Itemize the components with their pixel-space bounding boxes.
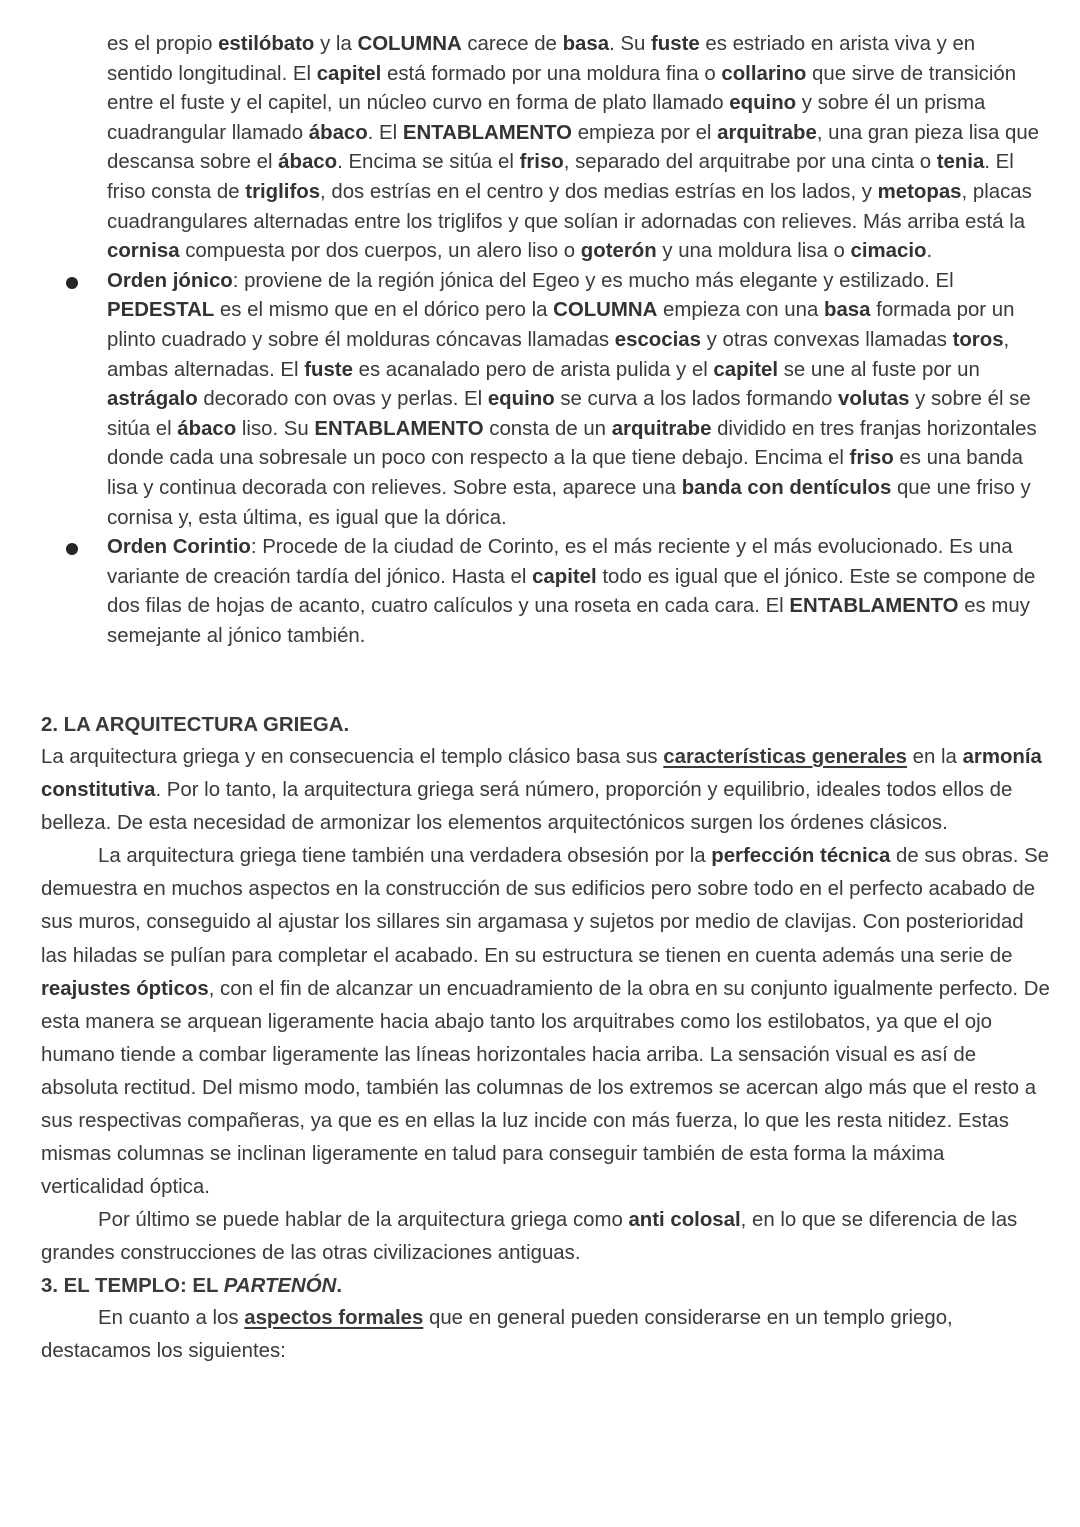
bold-term: collarino	[721, 62, 807, 85]
text-run: es muy semejante al jónico también.	[107, 595, 1030, 647]
text-run: es estriado en arista viva y en sentido longitudinal. El	[107, 33, 976, 85]
bold-term: equino	[487, 388, 555, 411]
bold-term: ábaco	[278, 151, 338, 174]
bold-term: cornisa	[107, 240, 180, 263]
text-run: . El friso consta de	[107, 151, 1014, 203]
bold-term: ENTABLAMENTO	[314, 417, 484, 440]
paragraph	[41, 741, 1051, 840]
bold-term: equino	[729, 92, 797, 115]
bold-term: armonía constitutiva	[41, 746, 1042, 802]
text-run: que une friso y cornisa y, esta última, es igual que la dórica.	[107, 476, 1031, 529]
bold-term: COLUMNA	[553, 299, 658, 322]
text-run: , separado del arquitrabe por una cinta o	[563, 151, 937, 174]
section-heading	[41, 710, 1051, 741]
text-run: decorado con ovas y perlas. El	[197, 388, 488, 411]
bold-term: friso	[519, 151, 564, 174]
bold-term: capitel	[713, 358, 779, 381]
text-run: , dos estrías en el centro y dos medias estrías en los lados, y	[320, 180, 878, 203]
text-run: , con el fin de alcanzar un encuadramiento de la obra en su conjunto igualmente perfecto. De esta manera se arquean ligeramente hacia abajo tanto los arquitrabes como los estilobatos, ya que el ojo humano tiende a combar ligeramente las líneas horizontales hacia arriba. La sensación visual es así de absoluta rectitud. Del mismo modo, también las columnas de los extremos se acercan algo más que el resto a sus respectivas compañeras, ya que es en ellas la luz incide con más fuerza, lo que les resta nitidez. Estas mismas columnas se inclinan ligeramente en talud para conseguir también de esta forma la máxima verticalidad óptica.	[41, 977, 1050, 1199]
paragraph	[41, 1302, 1051, 1368]
text-run: liso. Su	[236, 417, 315, 440]
section-heading	[41, 1271, 1051, 1302]
text-run: En cuanto a los	[98, 1306, 245, 1329]
bold-term: banda con dentículos	[681, 476, 892, 499]
bold-term: Orden Corintio	[107, 536, 251, 559]
bold-term: goterón	[580, 240, 657, 263]
text-run: y otras convexas llamadas	[700, 328, 953, 351]
text-run: , placas cuadrangulares alternadas entre los triglifos y que solían ir adornadas con relieves. Más arriba está la	[107, 180, 1032, 233]
text-run: todo es igual que el jónico. Este se compone de dos filas de hojas de acanto, cuatro calículos y una roseta en cada cara. El	[107, 565, 1036, 618]
bold-term: escocias	[614, 328, 701, 351]
underlined-term: características generales	[663, 746, 908, 768]
text-run: 3. EL TEMPLO: EL	[41, 1274, 224, 1297]
text-run: : proviene de la región jónica del Egeo y es mucho más elegante y estilizado. El	[232, 269, 954, 292]
text-run: es el mismo que en el dórico pero la	[214, 299, 554, 322]
text-run: y sobre él un prisma cuadrangular llamado	[107, 92, 986, 144]
text-run: es acanalado pero de arista pulida y el	[352, 358, 714, 381]
text-run: . El	[367, 121, 403, 144]
text-run: se curva a los lados formando	[554, 388, 839, 411]
bold-term: arquitrabe	[717, 121, 817, 144]
bold-term: arquitrabe	[611, 417, 712, 440]
bold-term: triglifos	[245, 180, 321, 203]
bold-term: volutas	[838, 388, 910, 411]
bold-term: PEDESTAL	[107, 299, 215, 322]
text-run: 2. LA ARQUITECTURA GRIEGA.	[41, 714, 350, 736]
bold-term: ENTABLAMENTO	[402, 121, 573, 144]
text-run: La arquitectura griega y en consecuencia el templo clásico basa sus	[41, 746, 664, 768]
text-run: se une al fuste por un	[778, 358, 980, 381]
paragraph	[41, 1204, 1051, 1270]
bold-term: basa	[824, 299, 871, 322]
bold-term: reajustes ópticos	[41, 977, 209, 1000]
bold-term: metopas	[877, 180, 962, 203]
list-item	[0, 267, 1042, 533]
bold-term: fuste	[651, 33, 700, 55]
text-run: . Por lo tanto, la arquitectura griega será número, proporción y equilibrio, ideales todos ellos de belleza. De esta necesidad de armonizar los elementos arquitectónicos surgen los órdenes clásicos.	[41, 779, 1013, 835]
text-run: de sus obras. Se demuestra en muchos aspectos en la construcción de sus edificios pero sobre todo en el perfecto acabado de sus muros, conseguido al ajustar los sillares sin argamasa y sujetos por medio de clavijas. Con posterioridad las hiladas se pulían para completar el acabado. En su estructura se tienen en cuenta además una serie de	[41, 845, 1050, 967]
bold-term: tenia	[936, 151, 985, 174]
text-run: , ambas alternadas. El	[107, 328, 1010, 381]
bullet-icon	[66, 543, 78, 555]
bold-term: ENTABLAMENTO	[789, 595, 959, 618]
document-body	[41, 710, 1051, 1368]
list-item	[0, 30, 1042, 267]
bold-term: estilóbato	[218, 33, 315, 55]
bold-term: cimacio	[850, 240, 927, 263]
text-run: está formado por una moldura fina o	[381, 62, 722, 85]
bold-term: friso	[849, 447, 894, 470]
text-run: empieza por el	[572, 121, 718, 144]
bullet-icon	[66, 277, 78, 289]
text-run: . Encima se sitúa el	[337, 151, 520, 174]
text-run: es una banda lisa y continua decorada con relieves. Sobre esta, aparece una	[107, 447, 1023, 499]
text-run: .	[336, 1274, 343, 1297]
bold-term: perfección técnica	[711, 845, 891, 868]
text-run: empieza con una	[657, 299, 824, 322]
text-run: formada por un plinto cuadrado y sobre él molduras cóncavas llamadas	[107, 299, 1015, 351]
text-run: que sirve de transición entre el fuste y el capitel, un núcleo curvo en forma de plato llamado	[107, 62, 1017, 115]
underlined-term: aspectos formales	[244, 1306, 424, 1329]
text-run: carece de	[461, 33, 563, 55]
text-run: en la	[907, 746, 963, 768]
bold-term: ábaco	[308, 121, 368, 144]
bold-term: toros	[952, 328, 1004, 351]
text-run: , una gran pieza lisa que descansa sobre el	[107, 121, 1040, 174]
bold-term: Orden jónico	[107, 269, 233, 292]
text-run: compuesta por dos cuerpos, un alero liso o	[179, 240, 581, 263]
text-run: .	[926, 240, 933, 263]
bold-term: COLUMNA	[357, 33, 462, 55]
text-run: dividido en tres franjas horizontales donde cada una sobresale un poco con respecto a la que tiene debajo. Encima el	[107, 417, 1037, 470]
text-run: . Su	[609, 33, 651, 55]
text-run: y la	[314, 33, 358, 55]
text-run: , en lo que se diferencia de las grandes construcciones de las otras civilizaciones antiguas.	[41, 1209, 1018, 1265]
text-run: que en general pueden considerarse en un templo griego, destacamos los siguientes:	[41, 1306, 953, 1362]
architecture-orders-list	[0, 30, 1080, 651]
text-run: Por último se puede hablar de la arquitectura griega como	[98, 1209, 629, 1232]
text-run: es el propio	[107, 33, 219, 55]
bold-term: astrágalo	[107, 388, 198, 411]
italic-term: PARTENÓN	[223, 1274, 337, 1297]
text-run: y una moldura lisa o	[656, 240, 851, 263]
list-item	[0, 533, 1042, 651]
bold-term: ábaco	[177, 417, 237, 440]
bold-term: fuste	[304, 358, 353, 381]
text-run: consta de un	[483, 417, 612, 440]
paragraph	[41, 840, 1051, 1204]
bold-term: basa	[562, 33, 610, 55]
bold-term: capitel	[316, 62, 382, 85]
text-run: : Procede de la ciudad de Corinto, es el más reciente y el más evolucionado. Es una variante de creación tardía del jónico. Hasta el	[107, 536, 1013, 588]
bold-term: anti colosal	[628, 1209, 741, 1232]
text-run: La arquitectura griega tiene también una verdadera obsesión por la	[98, 845, 712, 868]
text-run: y sobre él se sitúa el	[107, 388, 1031, 440]
bold-term: capitel	[532, 565, 597, 588]
